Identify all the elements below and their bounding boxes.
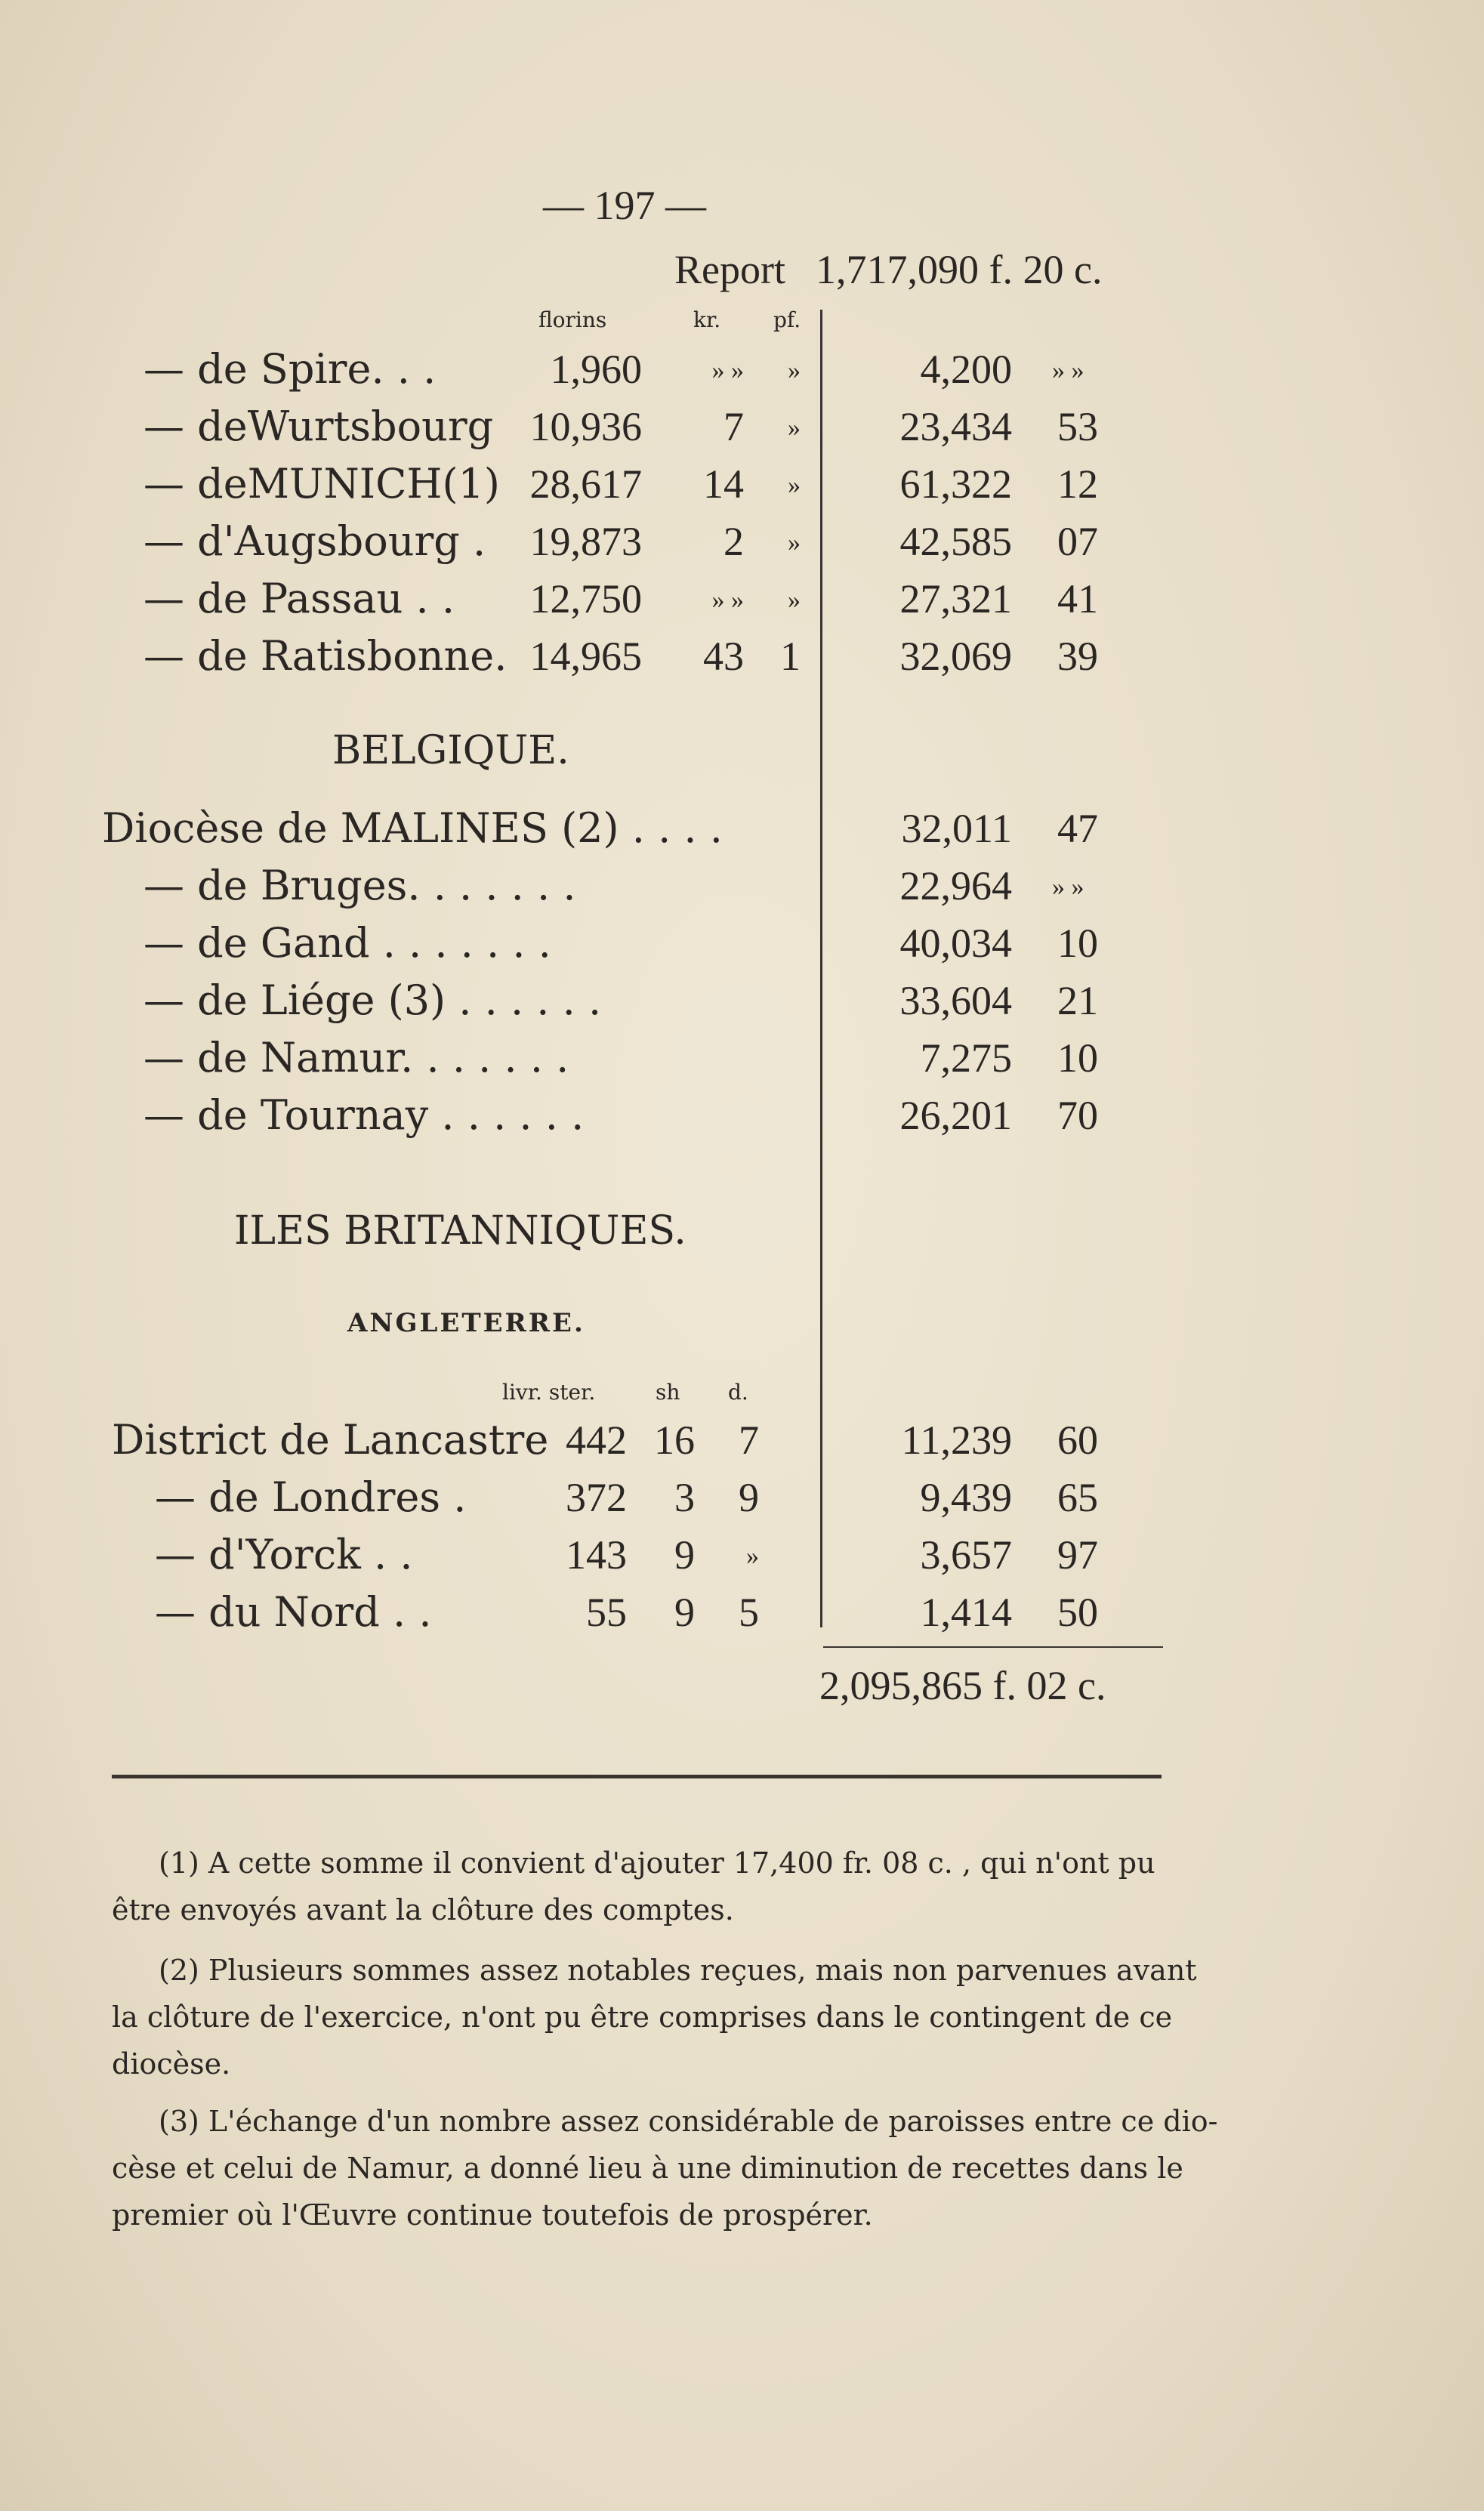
row-florins: 19,873 bbox=[529, 519, 642, 564]
row-cents: 41 bbox=[1057, 576, 1098, 622]
row-kr: 43 bbox=[703, 634, 744, 679]
header-d: d. bbox=[728, 1380, 748, 1405]
row-pf: » bbox=[788, 586, 801, 614]
row-name: — de Ratisbonne. bbox=[143, 632, 508, 680]
row-livr: 372 bbox=[566, 1475, 627, 1520]
row-cents: » » bbox=[1052, 873, 1084, 901]
row-d: 5 bbox=[739, 1590, 759, 1635]
row-francs: 1,414 bbox=[920, 1590, 1012, 1635]
footnote-3-line: cèse et celui de Namur, a donné lieu à une diminution de recettes dans le bbox=[112, 2152, 1183, 2185]
page-number: — 197 — bbox=[543, 183, 706, 228]
row-florins: 10,936 bbox=[529, 404, 642, 449]
footnote-2-line: la clôture de l'exercice, n'ont pu être comprises dans le contingent de ce bbox=[112, 2000, 1173, 2034]
report-label: Report bbox=[674, 247, 785, 292]
footnote-1-line: être envoyés avant la clôture des comptes. bbox=[112, 1893, 734, 1926]
row-name: — de Namur. . . . . . . bbox=[143, 1034, 569, 1081]
row-francs: 23,434 bbox=[899, 404, 1012, 449]
subsection-title-angleterre: ANGLETERRE. bbox=[347, 1308, 585, 1338]
header-pf: pf. bbox=[773, 307, 801, 332]
row-name: District de Lancastre bbox=[112, 1416, 549, 1464]
row-name: — de Bruges. . . . . . . bbox=[143, 862, 576, 909]
row-francs: 40,034 bbox=[899, 921, 1012, 966]
column-divider bbox=[820, 310, 822, 1627]
row-pf: » bbox=[788, 356, 801, 384]
sum-line bbox=[823, 1646, 1163, 1648]
row-cents: » » bbox=[1052, 356, 1084, 384]
row-name: — de Gand . . . . . . . bbox=[143, 919, 551, 967]
row-pf: » bbox=[788, 471, 801, 499]
row-pf: » bbox=[788, 529, 801, 557]
row-francs: 26,201 bbox=[899, 1093, 1012, 1138]
row-d: 9 bbox=[739, 1475, 759, 1520]
footnote-1-line: (1) A cette somme il convient d'ajouter 17,400 fr. 08 c. , qui n'ont pu bbox=[159, 1846, 1155, 1880]
section-title-iles-britanniques: ILES BRITANNIQUES. bbox=[234, 1208, 686, 1254]
row-francs: 27,321 bbox=[899, 576, 1012, 622]
row-cents: 97 bbox=[1057, 1532, 1098, 1578]
row-francs: 4,200 bbox=[920, 347, 1012, 392]
row-cents: 21 bbox=[1057, 978, 1098, 1023]
row-sh: 16 bbox=[654, 1417, 695, 1463]
row-name: — de Londres . bbox=[155, 1473, 467, 1521]
row-name: — deMUNICH(1) bbox=[143, 460, 500, 507]
row-sh: 9 bbox=[674, 1590, 695, 1635]
row-sh: 3 bbox=[674, 1475, 695, 1520]
row-d: » bbox=[746, 1542, 759, 1570]
row-name: — de Spire. . . bbox=[143, 345, 437, 393]
row-francs: 22,964 bbox=[899, 863, 1012, 908]
row-name: — du Nord . . bbox=[155, 1588, 432, 1636]
row-sh: 9 bbox=[674, 1532, 695, 1578]
footnote-3-line: (3) L'échange d'un nombre assez considérable de paroisses entre ce dio- bbox=[159, 2105, 1218, 2138]
footnote-rule bbox=[112, 1775, 1162, 1778]
row-cents: 60 bbox=[1057, 1417, 1098, 1463]
footnote-2-line: (2) Plusieurs sommes assez notables reçues, mais non parvenues avant bbox=[159, 1954, 1197, 1987]
header-kr: kr. bbox=[693, 307, 721, 332]
row-kr: 7 bbox=[723, 404, 744, 449]
row-kr: » » bbox=[711, 586, 744, 614]
row-florins: 1,960 bbox=[550, 347, 642, 392]
row-cents: 39 bbox=[1057, 634, 1098, 679]
header-sh: sh bbox=[656, 1380, 680, 1405]
row-cents: 65 bbox=[1057, 1475, 1098, 1520]
row-francs: 32,069 bbox=[899, 634, 1012, 679]
row-name: — de Liége (3) . . . . . . bbox=[143, 976, 602, 1024]
row-cents: 70 bbox=[1057, 1093, 1098, 1138]
row-cents: 10 bbox=[1057, 1035, 1098, 1081]
report-amount: 1,717,090 f. 20 c. bbox=[816, 247, 1103, 292]
row-d: 7 bbox=[739, 1417, 759, 1463]
header-florins: florins bbox=[538, 307, 607, 332]
row-francs: 42,585 bbox=[899, 519, 1012, 564]
footnote-3-line: premier où l'Œuvre continue toutefois de prospérer. bbox=[112, 2198, 873, 2232]
row-francs: 11,239 bbox=[901, 1417, 1012, 1463]
row-livr: 143 bbox=[566, 1532, 627, 1578]
row-name: — deWurtsbourg bbox=[143, 403, 494, 450]
row-cents: 47 bbox=[1057, 806, 1098, 851]
row-francs: 3,657 bbox=[920, 1532, 1012, 1578]
row-pf: 1 bbox=[780, 634, 801, 679]
row-florins: 14,965 bbox=[529, 634, 642, 679]
row-name: — de Passau . . bbox=[143, 575, 455, 622]
row-kr: » » bbox=[711, 356, 744, 384]
row-francs: 32,011 bbox=[901, 806, 1012, 851]
row-pf: » bbox=[788, 414, 801, 442]
row-livr: 55 bbox=[586, 1590, 627, 1635]
section-title-belgique: BELGIQUE. bbox=[332, 728, 569, 773]
row-francs: 61,322 bbox=[899, 461, 1012, 507]
row-florins: 12,750 bbox=[529, 576, 642, 622]
row-name: — d'Augsbourg . bbox=[143, 517, 486, 565]
row-cents: 10 bbox=[1057, 921, 1098, 966]
row-francs: 9,439 bbox=[920, 1475, 1012, 1520]
header-livr-ster: livr. ster. bbox=[502, 1380, 596, 1405]
row-cents: 07 bbox=[1057, 519, 1098, 564]
row-cents: 53 bbox=[1057, 404, 1098, 449]
row-name: — de Tournay . . . . . . bbox=[143, 1091, 585, 1139]
row-cents: 12 bbox=[1057, 461, 1098, 507]
footnote-2-line: diocèse. bbox=[112, 2047, 231, 2081]
row-name: Diocèse de MALINES (2) . . . . bbox=[102, 804, 723, 852]
grand-total: 2,095,865 f. 02 c. bbox=[819, 1663, 1106, 1708]
row-kr: 2 bbox=[723, 519, 744, 564]
row-livr: 442 bbox=[566, 1417, 627, 1463]
row-name: — d'Yorck . . bbox=[155, 1531, 413, 1578]
row-kr: 14 bbox=[703, 461, 744, 507]
row-cents: 50 bbox=[1057, 1590, 1098, 1635]
row-francs: 7,275 bbox=[920, 1035, 1012, 1081]
row-francs: 33,604 bbox=[899, 978, 1012, 1023]
row-florins: 28,617 bbox=[529, 461, 642, 507]
